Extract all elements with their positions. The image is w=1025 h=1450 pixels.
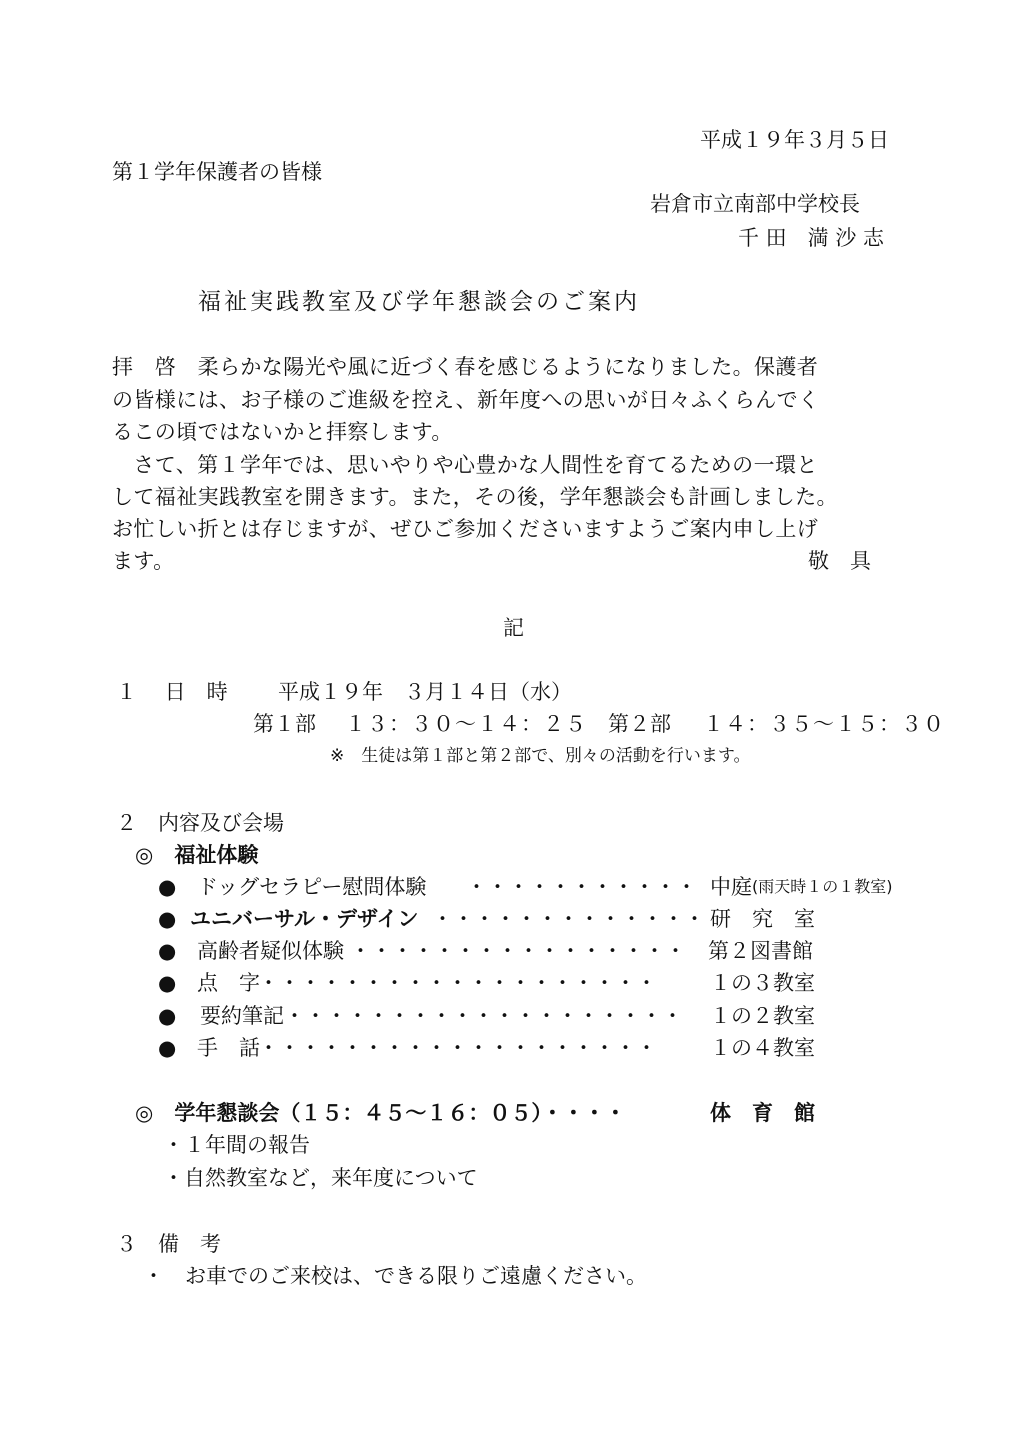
leader-dots: ・・・・・・・・・・・・・・・・・・・ — [258, 971, 657, 995]
recipient: 第１学年保護者の皆様 — [112, 160, 322, 184]
activity-name: ユニバーサル・デザイン — [190, 907, 419, 931]
document-title: 福祉実践教室及び学年懇談会のご案内 — [198, 289, 640, 315]
activity-name: 高齢者疑似体験 — [197, 939, 344, 963]
closing-phrase: 敬 具 — [808, 549, 871, 573]
activity-name: 要約筆記 — [200, 1004, 284, 1028]
activity-name: 手 話 — [197, 1036, 260, 1060]
bullet-icon: ● — [158, 1036, 177, 1060]
event-date: 平成１９年 ３月１４日（水） — [278, 680, 572, 704]
section1-heading: １ 日 時 — [116, 680, 228, 704]
letter-line: して福祉実践教室を開きます。また，その後，学年懇談会も計画しました。 — [112, 485, 838, 509]
activity-name: ドッグセラピー慰問体験 — [197, 875, 427, 899]
activity-place: １の４教室 — [710, 1036, 815, 1060]
meeting-item: ・１年間の報告 — [163, 1133, 310, 1157]
letter-line: さて、第１学年では、思いやりや心豊かな人間性を育てるための一環と — [112, 453, 818, 477]
welfare-heading: ◎ 福祉体験 — [135, 843, 259, 867]
activity-place: １の３教室 — [710, 971, 815, 995]
activity-place: 研 究 室 — [710, 907, 815, 931]
letter-line: ます。 — [112, 549, 175, 573]
section2-heading: ２ 内容及び会場 — [116, 811, 284, 835]
leader-dots: ・・・・・・・・・・・・・・・・・・・ — [258, 1036, 657, 1060]
part2-time: １４：３５～１５：３０ — [703, 712, 945, 736]
activity-name: 点 字 — [197, 971, 260, 995]
section3-note: ・ お車でのご来校は、できる限りご遠慮ください。 — [143, 1264, 647, 1288]
activity-place: １の２教室 — [710, 1004, 815, 1028]
letter-line: の皆様には、お子様のご進級を控え、新年度への思いが日々ふくらんでく — [112, 388, 820, 412]
meeting-item: ・自然教室など，来年度について — [163, 1166, 478, 1190]
bullet-icon: ● — [158, 939, 177, 963]
letter-line: お忙しい折とは存じますが、ぜひご参加くださいますようご案内申し上げ — [112, 517, 819, 541]
meeting-heading: ◎ 学年懇談会（１５：４５～１６：０５）・・・・ — [135, 1101, 626, 1125]
section1-note: ※ 生徒は第１部と第２部で、別々の活動を行います。 — [330, 746, 751, 766]
bullet-icon: ● — [158, 907, 177, 931]
bullet-icon: ● — [158, 971, 177, 995]
sender-title: 岩倉市立南部中学校長 — [650, 192, 860, 216]
bullet-icon: ● — [158, 1004, 177, 1028]
leader-dots: ・・・・・・・・・・・ — [466, 875, 697, 899]
sender-name: 千 田 満 沙 志 — [738, 226, 885, 250]
part1-label: 第１部 — [253, 712, 316, 736]
leader-dots: ・・・・・・・・・・・・・・・・・・・ — [284, 1004, 683, 1028]
meeting-place: 体 育 館 — [710, 1101, 815, 1125]
ki-marker: 記 — [503, 616, 524, 640]
letter-line: 拝 啓 柔らかな陽光や風に近づく春を感じるようになりました。保護者 — [112, 355, 819, 379]
bullet-icon: ● — [158, 875, 177, 899]
activity-place: 第２図書館 — [708, 939, 813, 963]
activity-place-note: (雨天時１の１教室) — [752, 877, 893, 896]
part1-time: １３：３０～１４：２５ — [345, 712, 587, 736]
section3-heading: ３ 備 考 — [116, 1232, 221, 1256]
letter-line: るこの頃ではないかと拝察します。 — [112, 420, 453, 444]
document-date: 平成１９年３月５日 — [700, 128, 889, 152]
part2-label: 第２部 — [608, 712, 671, 736]
leader-dots: ・・・・・・・・・・・・・ — [432, 907, 705, 931]
leader-dots: ・・・・・・・・・・・・・・・・ — [350, 939, 686, 963]
activity-place: 中庭 — [710, 875, 752, 899]
